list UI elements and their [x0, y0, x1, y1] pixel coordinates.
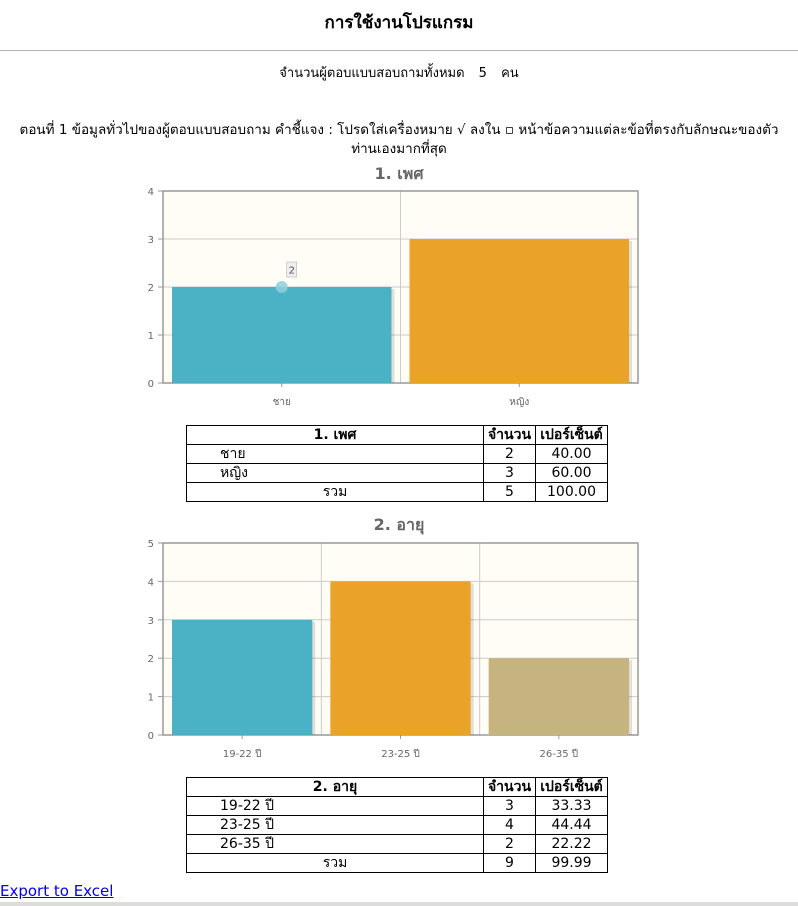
bar [172, 620, 312, 735]
chart-gender [0, 183, 798, 413]
table-header-cell: จำนวน [484, 426, 536, 445]
table-header-cell: 1. เพศ [187, 426, 484, 445]
table-cell: 19-22 ปี [187, 797, 484, 816]
table-cell: 22.22 [536, 835, 608, 854]
bar [330, 581, 470, 735]
respondents-count: 5 [478, 66, 487, 81]
table-total-row [187, 483, 608, 502]
table-cell: ชาย [187, 445, 484, 464]
table-header-cell: เปอร์เซ็นต์ [536, 426, 608, 445]
x-tick-label: 19-22 ปี [222, 749, 262, 760]
table-cell: 33.33 [536, 797, 608, 816]
table-cell: 40.00 [536, 445, 608, 464]
table-total-cell: 99.99 [536, 854, 608, 873]
y-tick-label: 5 [147, 539, 154, 550]
export-excel-link[interactable]: Export to Excel [0, 882, 114, 900]
table-cell: 3 [484, 464, 536, 483]
table-total-cell: 9 [484, 854, 536, 873]
table-total-cell: 100.00 [536, 483, 608, 502]
table-total-cell: รวม [187, 854, 484, 873]
table-gender [186, 425, 608, 502]
respondents-label: จำนวนผู้ตอบแบบสอบถามทั้งหมด [279, 66, 465, 81]
table-cell: 60.00 [536, 464, 608, 483]
table-total-row [187, 854, 608, 873]
table-cell: 2 [484, 445, 536, 464]
x-tick-label: ชาย [272, 397, 291, 408]
table-cell: 26-35 ปี [187, 835, 484, 854]
table-cell: 2 [484, 835, 536, 854]
y-tick-label: 1 [147, 692, 154, 704]
chart-title-gender: 1. เพศ [374, 164, 424, 183]
table-row [187, 835, 608, 854]
highlight-point [276, 281, 288, 293]
y-tick-label: 2 [147, 283, 154, 294]
table-header-cell: 2. อายุ [187, 778, 484, 797]
section-intro: ตอนที่ 1 ข้อมูลทั่วไปของผู้ตอบแบบสอบถาม คำชี้แจง : โปรดใส่เครื่องหมาย √ ลงใน ▫ หน้าข้อความแต่ละข้อที่ตรงกับลักษณะของตัวท่านเองมากที่สุด [19, 122, 779, 157]
x-tick-label: 23-25 ปี [381, 749, 420, 760]
x-tick-label: 26-35 ปี [539, 749, 579, 760]
respondents-unit: คน [501, 66, 519, 81]
y-tick-label: 4 [147, 577, 154, 589]
y-tick-label: 2 [147, 654, 154, 666]
y-tick-label: 3 [147, 615, 154, 627]
table-header-cell: เปอร์เซ็นต์ [536, 778, 608, 797]
y-tick-label: 4 [147, 187, 154, 198]
y-tick-label: 0 [147, 379, 154, 390]
chart-age [0, 535, 798, 765]
y-tick-label: 1 [147, 331, 154, 342]
table-cell: 4 [484, 816, 536, 835]
table-header-row [187, 778, 608, 797]
y-tick-label: 0 [147, 731, 154, 742]
table-row [187, 816, 608, 835]
x-tick-label: หญิง [509, 397, 530, 408]
table-cell: 44.44 [536, 816, 608, 835]
table-row [187, 797, 608, 816]
table-row [187, 464, 608, 483]
table-row [187, 445, 608, 464]
chart-title-age: 2. อายุ [373, 515, 425, 534]
respondents-summary [0, 62, 798, 83]
table-header-cell: จำนวน [484, 778, 536, 797]
table-header-row [187, 426, 608, 445]
table-cell: 3 [484, 797, 536, 816]
bar [489, 658, 629, 735]
table-age [186, 777, 608, 873]
bar [410, 239, 630, 383]
table-cell: หญิง [187, 464, 484, 483]
table-total-cell: 5 [484, 483, 536, 502]
table-total-cell: รวม [187, 483, 484, 502]
page-title: การใช้งานโปรแกรม [0, 0, 798, 51]
bar [172, 287, 392, 383]
y-tick-label: 3 [147, 235, 154, 246]
bottom-divider [0, 902, 798, 906]
highlight-tooltip-label: 2 [288, 265, 295, 277]
table-cell: 23-25 ปี [187, 816, 484, 835]
